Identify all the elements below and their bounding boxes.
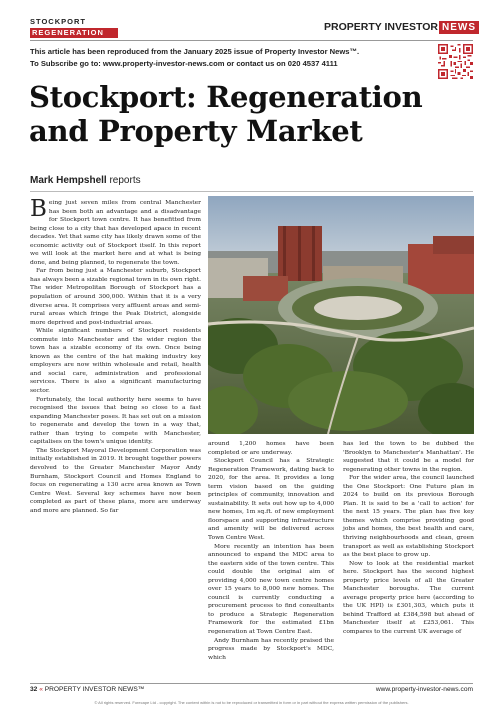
footer-website-link[interactable]: www.property-investor-news.com: [375, 686, 473, 693]
footer-divider: [30, 683, 473, 684]
section-tag: [30, 17, 118, 38]
paragraph: The Stockport Mayoral Development Corporation was initially established in 2019. It brought together powers devolved to the Greater Manchester Mayor Andy Burnham, Stockport Council and Homes England to focus on regenerating a 130 acre area known as Town Centre West. Several key schemes have now been completed as part of these plans, more are underway and more are planned. So far: [30, 446, 201, 514]
byline-divider: [30, 191, 473, 192]
paragraph: Being just seven miles from central Manchester has been both an advantage and a disadvantage for Stockport town centre. It has benefitted from being close to a city that has developed apace in recent decades. Yet that same city has likely drawn some of the economic activity out of Stockport itself. In this report we will look at the market here and at what is being done, and being planned, to regenerate the town.: [30, 196, 201, 266]
paragraph: has led the town to be dubbed the 'Brooklyn to Manchester's Manhattan'. He suggested that it could be a model for regenerating other towns in the region.: [343, 440, 474, 473]
byline-author: Mark Hempshell: [30, 175, 107, 186]
page-number: 32: [30, 686, 38, 693]
byline-suffix: reports: [106, 175, 141, 186]
paragraph: For the wider area, the council launched the One Stockport: One Future plan in 2024 to build on its previous Borough Plan. It is said to be a 'call to action' for the next 15 years. The plan has five key themes which comprise providing good jobs and homes, the best health and care, thriving neighbourhoods and clean, green transport as well as establishing Stockport as the best place to grow up.: [343, 474, 474, 559]
logo-words: PROPERTY INVESTOR: [324, 21, 438, 33]
footer-page-info: [30, 686, 144, 693]
article-column-2: [208, 440, 334, 662]
paragraph: Far from being just a Manchester suburb, Stockport has always been a sizable regional town in its own right. The wider Metropolitan Borough of Stockport has a population of around 300,000. Within that it is a very diverse area. It comprises very affluent areas and semi-rural areas which fringe the Peak District, alongside more deprived and post-industrial areas.: [30, 267, 201, 326]
stockport-aerial-photo: [208, 196, 474, 434]
paragraph: Now to look at the residential market here. Stockport has the second highest property price levels of all the Greater Manchester boroughs. The current average property price here (according to the UK HPI) is £301,303, which puts it behind Trafford at £384,598 but ahead of Manchester itself at £253,061. This compares to the current UK average of: [343, 559, 474, 636]
paragraph: More recently an intention has been announced to expand the MDC area to the eastern side of the town centre. This could double the original aim of providing 4,000 new town centre homes over 15 years to 8,000 new homes. The council is currently conducting a procurement process to find consultants to produce a Strategic Regeneration Framework for the estimated £1bn regeneration at Town Centre East.: [208, 542, 334, 636]
article-column-1: [30, 196, 201, 515]
logo-news: NEWS: [439, 21, 479, 34]
paragraph: While significant numbers of Stockport residents commute into Manchester and the wider region the town has a sizable economy of its own. Once being known as the centre of the hat making industry key employers are now within wholesale and retail, health and social care, administration and professional services. There is also a significant manufacturing sector.: [30, 327, 201, 395]
qr-code-icon[interactable]: [438, 44, 473, 79]
article-headline: Stockport: Regeneration and Property Market: [29, 80, 423, 148]
reproduction-line1: This article has been reproduced from the January 2025 issue of Property Investor News™.: [30, 47, 360, 56]
copyright-notice: © All rights reserved. Forecape Ltd - copyright. The content within is not to be reproduced or transmitted in form or in part without the express written permission of the publishers.: [94, 700, 409, 705]
reproduction-notice: [30, 46, 430, 69]
paragraph: Fortunately, the local authority here seems to have recognised the issues that being so close to a fast expanding Manchester poses. It has set out on a mission to regenerate and develop the town in a way that, rather than trying to compete with Manchester, capitalises on the town's unique identity.: [30, 395, 201, 446]
byline: [30, 175, 141, 186]
article-column-3: [343, 440, 474, 637]
reproduction-line2: To Subscribe go to: www.property-investor-news.com or contact us on 020 4537 4111: [30, 58, 338, 68]
paragraph: Andy Burnham has recently praised the progress made by Stockport's MDC, which: [208, 636, 334, 661]
paragraph: Stockport Council has a Strategic Regeneration Framework, dating back to 2020, for the area. It provides a long term vision based on the guiding principles of community, innovation and sustainability. It sets out how up to 4,000 new homes, 1m sq.ft. of new employment floorspace and supporting infrastructure and amenity will be delivered across Town Centre West.: [208, 457, 334, 542]
drop-cap: B: [30, 196, 47, 222]
footer-arrows: «: [39, 686, 43, 693]
section-tag-line2: REGENERATION: [30, 28, 118, 38]
footer-publication: PROPERTY INVESTOR NEWS™: [44, 686, 145, 693]
section-tag-line1: STOCKPORT: [30, 17, 86, 26]
paragraph: around 1,200 homes have been completed or are underway.: [208, 440, 334, 456]
publication-logo: [324, 20, 479, 34]
header-divider: [30, 40, 473, 41]
